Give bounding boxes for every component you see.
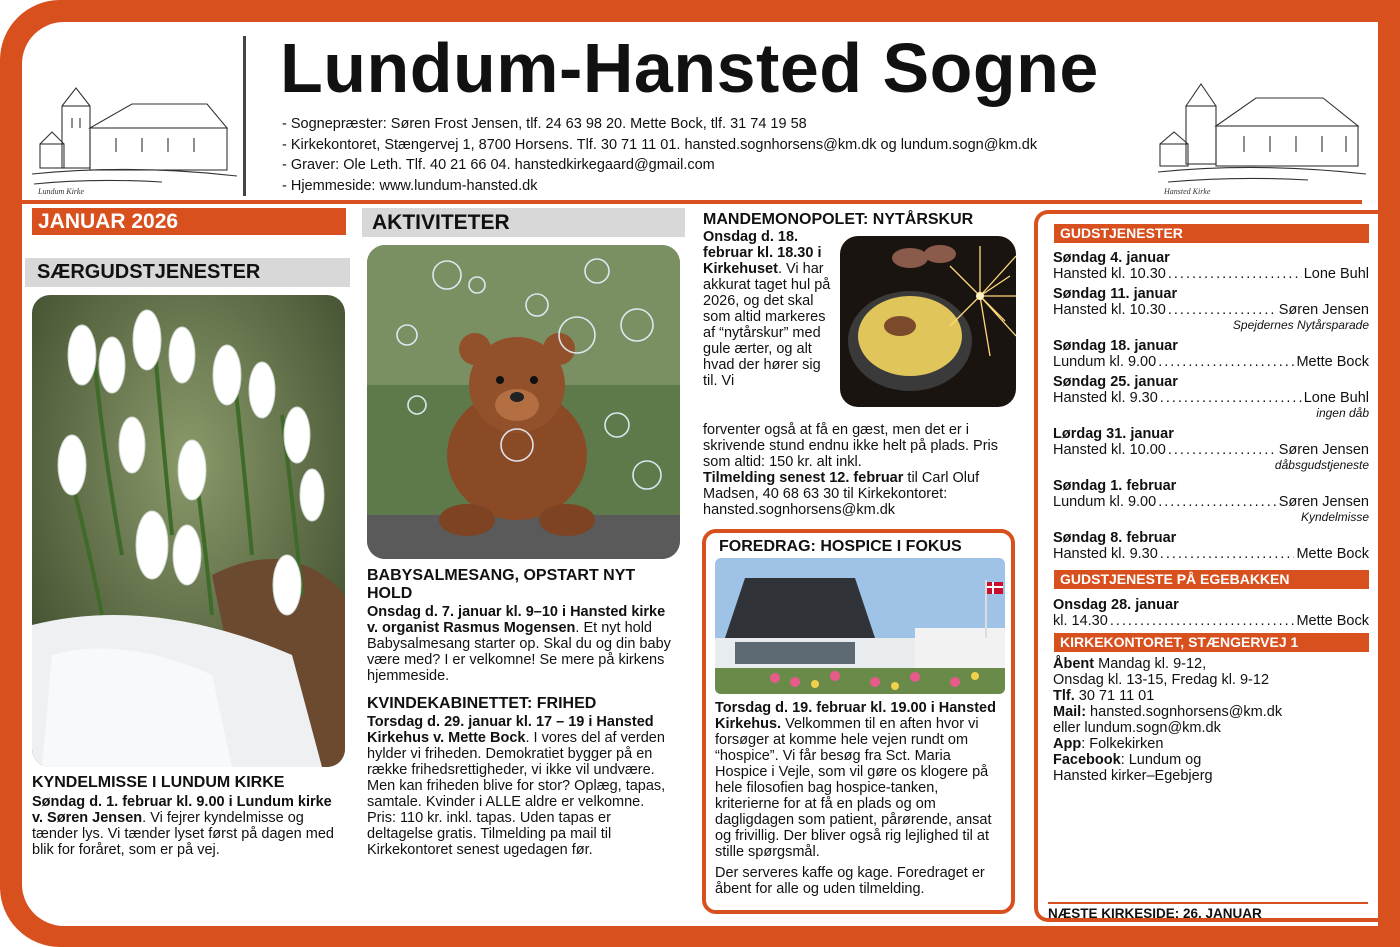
nytaarskur-lead: Onsdag d. 18. februar kl. 18.30 i Kirkehuset	[703, 229, 822, 277]
info-line-office: - Kirkekontoret, Stængervej 1, 8700 Horsens. Tlf. 30 71 11 01. hansted.sognhorsens@km.dk og lundum.sogn@km.dk	[282, 136, 1038, 153]
info-line-website: - Hjemmeside: www.lundum-hansted.dk	[282, 177, 538, 194]
lundum-church-sketch	[32, 66, 242, 196]
hospice-lead: Torsdag d. 19. februar kl. 19.00 i Hansted Kirkehus.	[715, 700, 996, 732]
babysalmesang-body: . Et nyt hold Babysalmesang starter op. Skal du og din baby være med? I er velkomne! Se mere på kirkens hjemmeside.	[367, 620, 671, 684]
kyndelmisse-article	[32, 774, 342, 858]
egebakken-heading: GUDSTJENESTE PÅ EGEBAKKEN	[1054, 570, 1369, 589]
nytaarskur-text-bottom	[703, 422, 1003, 518]
page	[22, 22, 1378, 926]
page-title: Lundum-Hansted Sogne	[280, 29, 1099, 107]
kyndelmisse-title: KYNDELMISSE I LUNDUM KIRKE	[32, 774, 285, 791]
kirkehus-photo	[715, 558, 1005, 694]
hospice-title: FOREDRAG: HOSPICE I FOKUS	[719, 538, 962, 555]
nytaarskur-signup-rest: til Carl Oluf Madsen, 40 68 63 30 til Kirkekontoret: hansted.sognhorsens@km.dk	[703, 470, 980, 518]
service-item: Søndag 8. februar Hansted kl. 9.30 ..... Mette Bock	[1053, 530, 1369, 566]
nytaarskur-signup: Tilmelding senest 12. februar	[703, 470, 904, 486]
contact-info	[282, 114, 1037, 196]
snowdrops-photo	[32, 295, 345, 767]
kyndelmisse-body: . Vi fejrer kyndelmisse og tænder lys. Vi tænder lyset først på dagen med blik for foråret, som er på vej.	[32, 810, 334, 858]
kyndelmisse-lead: Søndag d. 1. februar kl. 9.00 i Lundum kirke v. Søren Jensen	[32, 794, 332, 826]
nytaarskur-body-bottom: forventer også at få en gæst, men det er i skrivende stund endnu ikke helt på plads. Pris som altid: 150 kr. alt inkl.	[703, 422, 999, 470]
info-line-graver: - Graver: Ole Leth. Tlf. 40 21 66 04. hanstedkirkegaard@gmail.com	[282, 157, 715, 173]
office-heading: KIRKEKONTORET, STÆNGERVEJ 1	[1054, 633, 1369, 652]
nytaarskur-text-top	[703, 229, 835, 389]
hospice-body: Velkommen til en aften hvor vi forsøger at komme hele vejen rundt om “hospice”. Vi får besøg fra Sct. Maria Hospice i Vejle, som vil gøre os klogere på hele filosofien bag hospice-tanken, kriterierne for at få en plads og om dagligdagen som patient, pårørende, ansat og frivillig. Der bliver også rig lejlighed til at stille spørgsmål.	[715, 716, 992, 860]
next-church-page: NÆSTE KIRKESIDE: 26. JANUAR	[1048, 902, 1368, 921]
office-info: Åbent Mandag kl. 9-12, Onsdag kl. 13-15, Fredag kl. 9-12 Tlf. 30 71 11 01 Mail: hansted.sognhorsens@km.dk eller lundum.sogn@km.dk App: Folkekirken Facebook: Lundum og Hansted kirker–Egebjerg	[1053, 656, 1283, 784]
nytaarskur-food-photo	[840, 236, 1016, 407]
header-rule	[22, 200, 1362, 204]
hansted-sketch-caption: Hansted Kirke	[1164, 187, 1211, 196]
service-item: Søndag 1. februar Lundum kl. 9.00 ..... Søren Jensen Kyndelmisse	[1053, 478, 1369, 530]
kvindekabinettet-lead: Torsdag d. 29. januar kl. 17 – 19 i Hansted Kirkehus v. Mette Bock	[367, 714, 654, 746]
kvindekabinettet-article	[367, 695, 677, 858]
service-item: Søndag 18. januar Lundum kl. 9.00 ..... Mette Bock	[1053, 338, 1369, 374]
service-item: Søndag 11. januar Hansted kl. 10.30 ..... Søren Jensen Spejdernes Nytårsparade	[1053, 286, 1369, 338]
hansted-church-sketch	[1158, 62, 1368, 197]
month-heading: JANUAR 2026	[32, 208, 346, 235]
teddy-bear-bubbles-photo	[367, 245, 680, 559]
service-item: Søndag 25. januar Hansted kl. 9.30 ..... Lone Buhl ingen dåb	[1053, 374, 1369, 426]
gudstjenester-heading: GUDSTJENESTER	[1054, 224, 1369, 243]
kvindekabinettet-text	[367, 714, 677, 858]
info-line-priests: - Sognepræster: Søren Frost Jensen, tlf. 24 63 98 20. Mette Bock, tlf. 31 74 19 58	[282, 116, 807, 132]
hospice-text-2: Der serveres kaffe og kage. Foredraget er åbent for alle og uden tilmelding.	[715, 865, 985, 897]
babysalmesang-text	[367, 604, 677, 684]
egebakken-service: Onsdag 28. januar kl. 14.30 ..... Mette Bock	[1053, 597, 1369, 629]
kvindekabinettet-title: KVINDEKABINETTET: FRIHED	[367, 695, 597, 712]
nytaarskur-body-top: . Vi har akkurat taget hul på 2026, og det skal som altid markeres af “nytårskur” med gule ærter, og alt hvad der hører sig til. Vi	[703, 261, 831, 389]
babysalmesang-article	[367, 567, 677, 684]
saergudstjenester-heading: SÆRGUDSTJENESTER	[25, 258, 350, 287]
service-list	[1053, 250, 1369, 566]
kyndelmisse-text	[32, 794, 342, 858]
lundum-sketch-caption: Lundum Kirke	[38, 187, 84, 196]
service-item: Lørdag 31. januar Hansted kl. 10.00 ..... Søren Jensen dåbsgudstjeneste	[1053, 426, 1369, 478]
nytaarskur-title: MANDEMONOPOLET: NYTÅRSKUR	[703, 211, 974, 228]
babysalmesang-lead: Onsdag d. 7. januar kl. 9–10 i Hansted kirke v. organist Rasmus Mogensen	[367, 604, 666, 636]
kvindekabinettet-body: . I vores del af verden hylder vi friheden. Demokratiet bygger på en række frihedsrettigheder, vi ikke vil undvære. Men kan friheden blive for stor? Oplæg, tapas, samtale. Kvinder i ALLE aldre er velkomne. Pris: 110 kr. inkl. tapas. Uden tapas er deltagelse gratis. Tilmelding pa mail til Kirkekontoret senest ugedagen før.	[367, 730, 666, 858]
service-item: Søndag 4. januar Hansted kl. 10.30 ..... Lone Buhl	[1053, 250, 1369, 286]
babysalmesang-title: BABYSALMESANG, OPSTART NYT HOLD	[367, 567, 636, 602]
hospice-text	[715, 700, 1005, 860]
header-divider	[243, 36, 246, 196]
aktiviteter-heading: AKTIVITETER	[362, 208, 685, 237]
